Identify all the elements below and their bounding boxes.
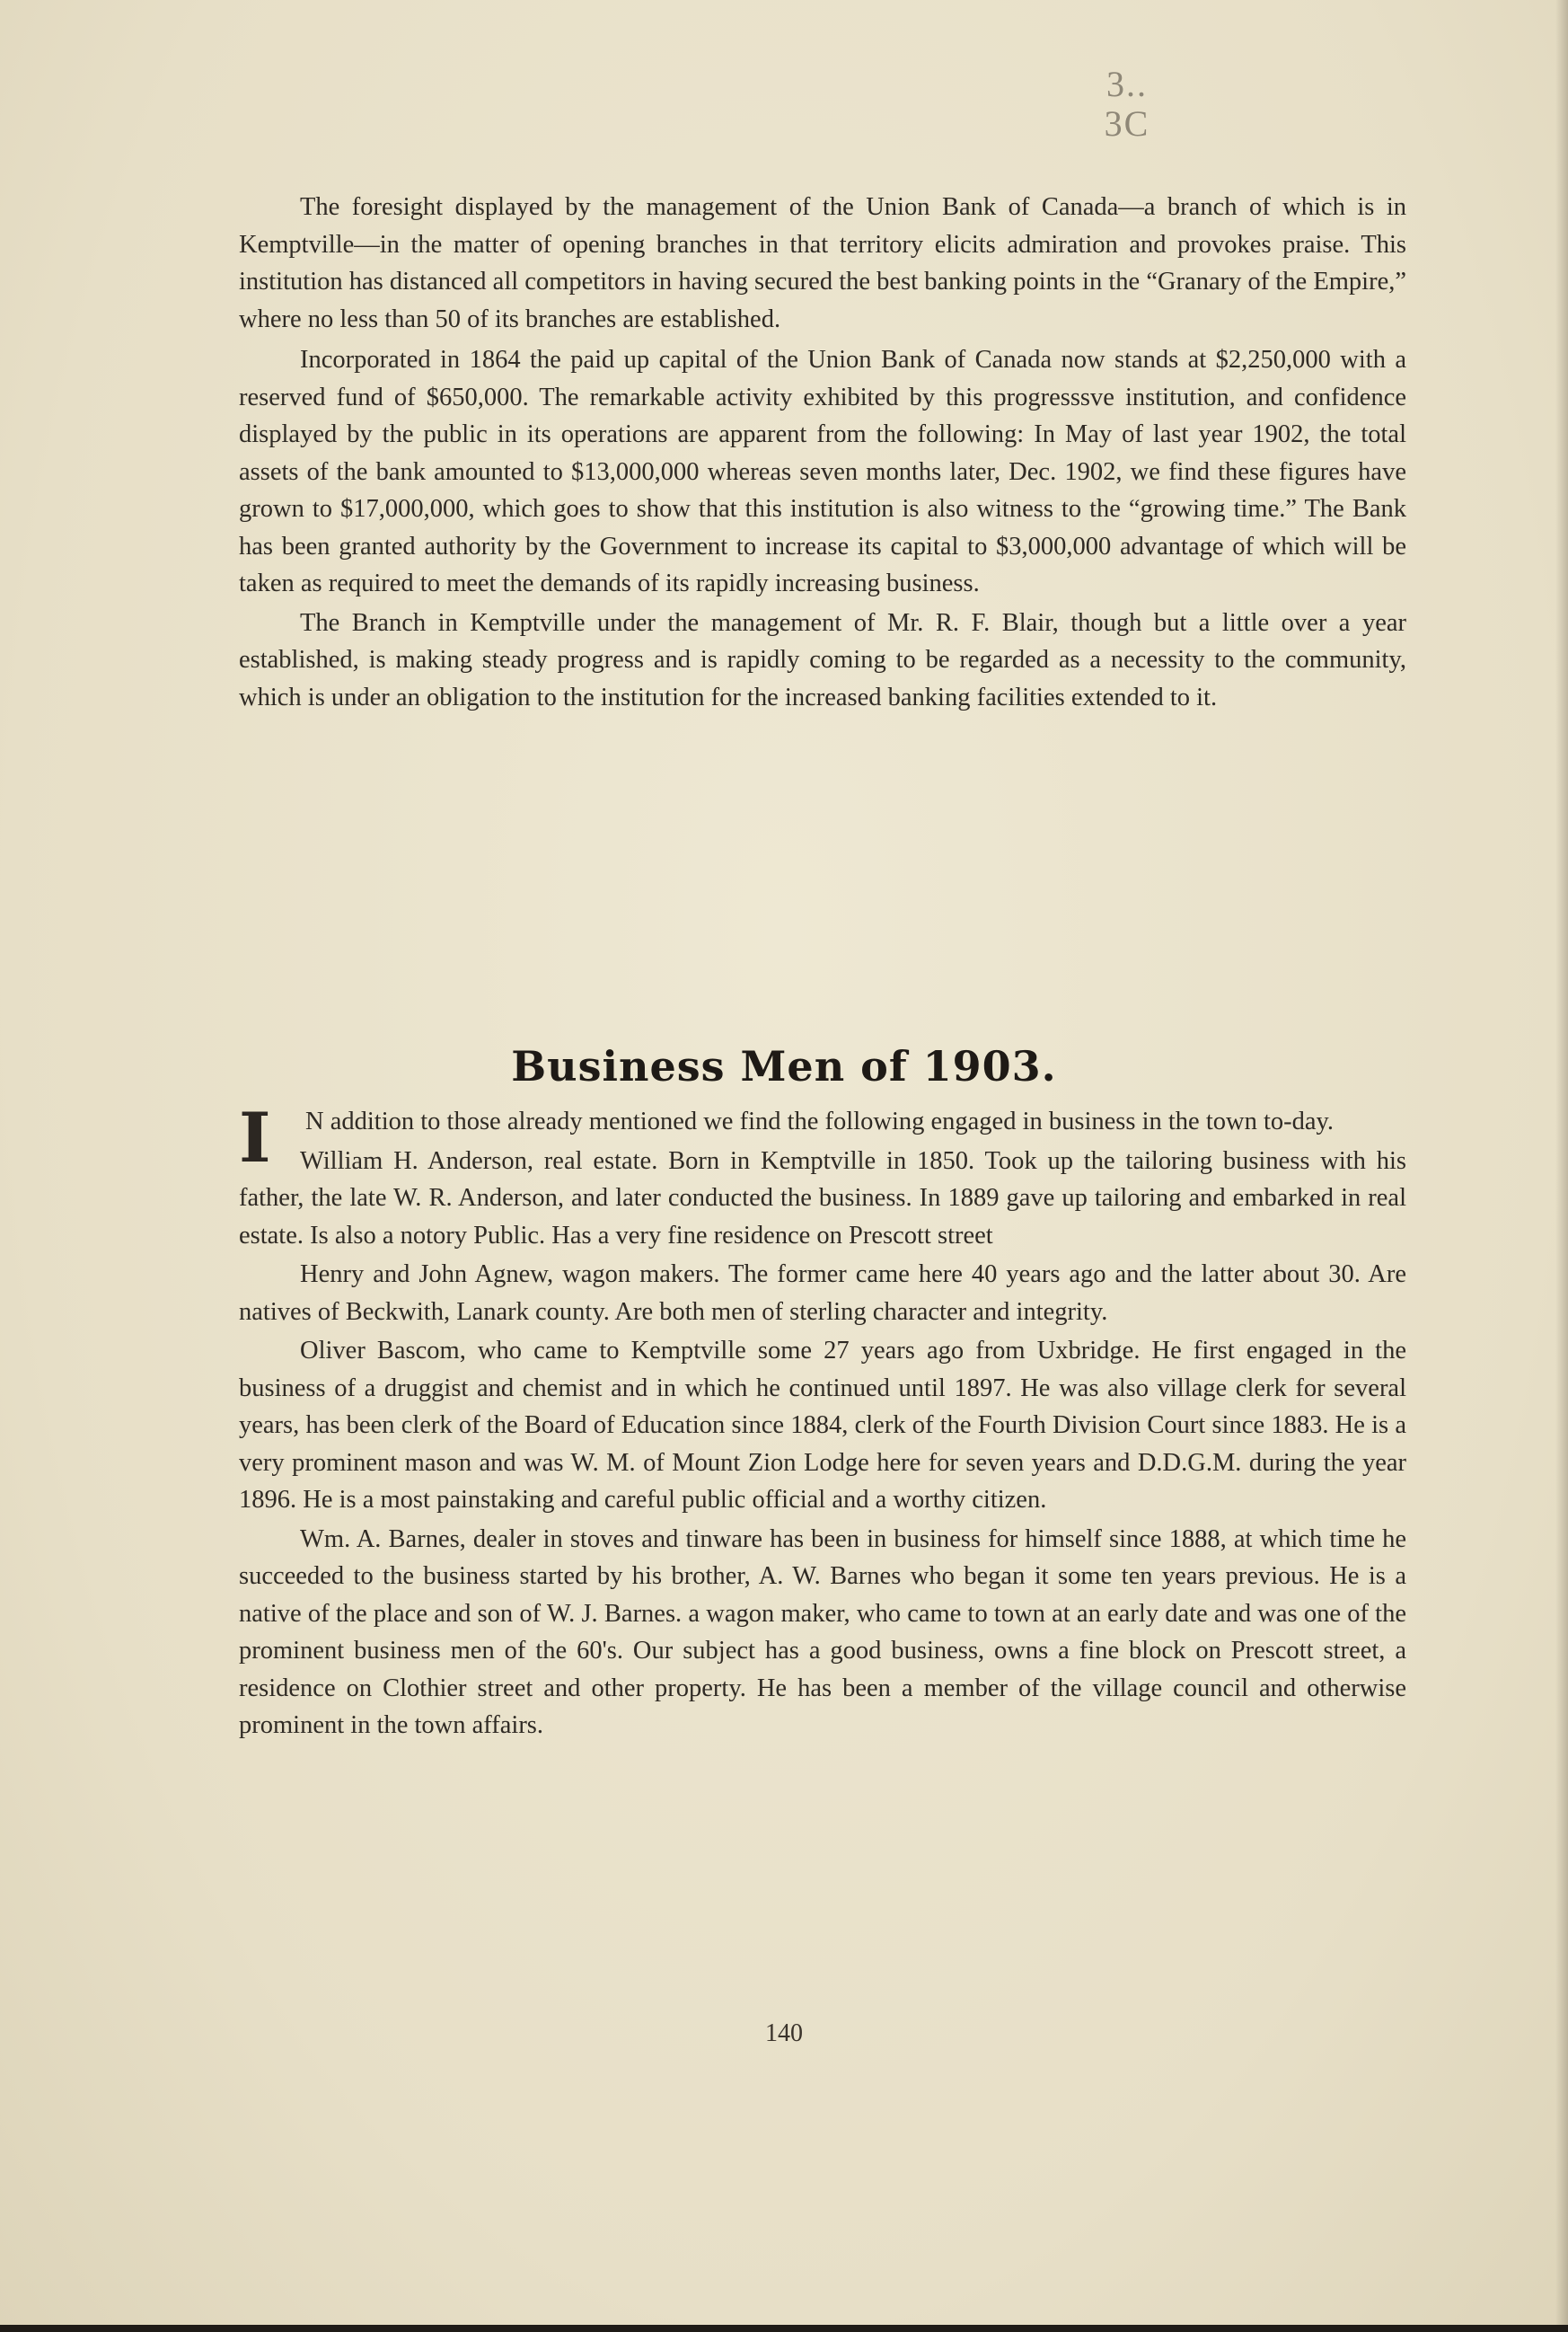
drop-cap: I bbox=[239, 1098, 271, 1178]
intro-text: N addition to those already mentioned we find the following engaged in business in the town to-day. bbox=[305, 1108, 1335, 1135]
intro-paragraph bbox=[239, 1098, 1406, 1178]
business-men-section bbox=[239, 1098, 1406, 1746]
page-bottom-border bbox=[0, 2325, 1568, 2332]
page-edge-shadow bbox=[1555, 0, 1568, 2332]
union-bank-section bbox=[239, 189, 1406, 718]
bank-paragraph-1: The foresight displayed by the management of the Union Bank of Canada—a branch of which is in Kemptville—in the matter of opening branches in that territory elicits admiration and provokes praise. This institution has distanced all competitors in having secured the best banking points in the “Granary of the Empire,” where no less than 50 of its branches are established. bbox=[239, 193, 1406, 333]
section-heading: Business Men of 1903. bbox=[511, 1042, 1057, 1091]
bank-paragraph-2: Incorporated in 1864 the paid up capital of the Union Bank of Canada now stands at $2,250,000 with a reserved fund of $650,000. The remarkable activity exhibited by this progresssve institution, and confidence displayed by the public in its operations are apparent from the following: In May of last year 1902, the total assets of the bank amounted to $13,000,000 whereas seven months later, Dec. 1902, we find these figures have grown to $17,000,000, which goes to show that this institution is also witness to the “growing time.” The Bank has been granted authority by the Government to increase its capital to $3,000,000 advantage of which will be taken as required to meet the demands of its rapidly increasing business. bbox=[239, 346, 1406, 597]
page-number: 140 bbox=[765, 2019, 803, 2047]
bank-paragraph-3: The Branch in Kemptville under the management of Mr. R. F. Blair, though but a little over a year established, is making steady progress and is rapidly coming to be regarded as a necessity to the community, which is under an obligation to the institution for the increased banking facilities extended to it. bbox=[239, 608, 1406, 711]
entry-barnes: Wm. A. Barnes, dealer in stoves and tinware has been in business for himself since 1888, at which time he succeeded to the business started by his brother, A. W. Barnes who began it some ten years previous. He is a native of the place and son of W. J. Barnes. a wagon maker, who came to town at an early date and was one of the prominent business men of the 60's. Our subject has a good business, owns a fine block on Prescott street, a residence on Clothier street and other property. He has been a member of the village council and otherwise prominent in the town affairs. bbox=[239, 1524, 1406, 1739]
faded-corner-mark: 3.. 3C bbox=[1104, 64, 1150, 144]
entry-agnew: Henry and John Agnew, wagon makers. The former came here 40 years ago and the latter about 30. Are natives of Beckwith, Lanark county. Are both men of sterling character and integrity. bbox=[239, 1260, 1406, 1326]
entry-anderson: William H. Anderson, real estate. Born in Kemptville in 1850. Took up the tailoring business with his father, the late W. R. Anderson, and later conducted the business. In 1889 gave up tailoring and embarked in real estate. Is also a notory Public. Has a very fine residence on Prescott street bbox=[239, 1146, 1406, 1250]
entry-bascom: Oliver Bascom, who came to Kemptville some 27 years ago from Uxbridge. He first engaged in the business of a druggist and chemist and in which he continued until 1897. He was also village clerk for several years, has been clerk of the Board of Education since 1884, clerk of the Fourth Division Court since 1883. He is a very prominent mason and was W. M. of Mount Zion Lodge here for seven years and D.D.G.M. during the year 1896. He is a most painstaking and careful public official and a worthy citizen. bbox=[239, 1337, 1406, 1514]
